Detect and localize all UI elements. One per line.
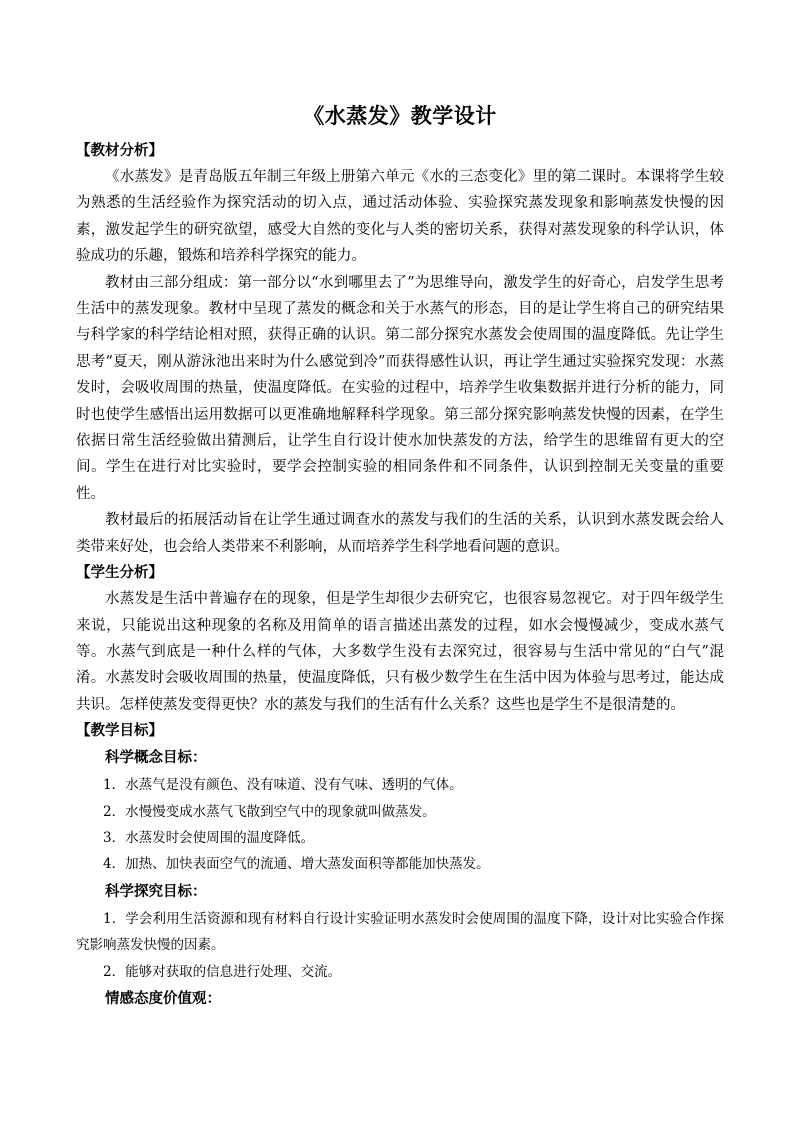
students-paragraph-1: 水蒸发是生活中普遍存在的现象，但是学生却很少去研究它，也很容易忽视它。对于四年级学生来说，只能说出这种现象的名称及用简单的语言描述出蒸发的过程，如水会慢慢减少，变成水蒸气等。水蒸气到底是一种什么样的气体，大多数学生没有去深究过，很容易与生活中常见的“白气”混淆。水蒸发时会吸收周围的热量，使温度降低，只有极少数学生在生活中因为体验与思考过，能达成共识。怎样使蒸发变得更快？水的蒸发与我们的生活有什么关系？这些也是学生不是很清楚的。 (76, 591, 724, 713)
material-paragraph-1: 《水蒸发》是青岛版五年制三年级上册第六单元《水的三态变化》里的第二课时。本课将学生较为熟悉的生活经验作为探究活动的切入点，通过活动体验、实验探究蒸发现象和影响蒸发快慢的因素，激发起学生的研究欲望，感受大自然的变化与人类的密切关系，获得对蒸发现象的科学认识，体验成功的乐趣，锻炼和培养科学探究的能力。 (76, 169, 724, 265)
concept-goal-item: 4．加热、加快表面空气的流通、增大蒸发面积等都能加快蒸发。 (103, 856, 490, 873)
document-title: 《水蒸发》教学设计 (303, 103, 497, 128)
concept-goals-list (76, 772, 724, 878)
inquiry-goals-list (76, 906, 724, 985)
concept-goals-heading: 科学概念目标： (105, 749, 207, 767)
section-student-analysis (76, 560, 724, 718)
concept-goal-item: 2．水慢慢变成水蒸气飞散到空气中的现象就叫做蒸发。 (103, 803, 436, 820)
section-heading-material: 【教材分析】 (76, 142, 163, 159)
inquiry-goal-item: 1．学会利用生活资源和现有材料自行设计实验证明水蒸发时会使周围的温度下降，设计对比实验合作探究影响蒸发快慢的因素。 (76, 910, 724, 954)
attitude-goals-heading: 情感态度价值观： (105, 989, 221, 1007)
material-paragraph-3: 教材最后的拓展活动旨在让学生通过调查水的蒸发与我们的生活的关系，认识到水蒸发既会给人类带来好处，也会给人类带来不利影响，从而培养学生科学地看问题的意识。 (76, 512, 724, 555)
concept-goal-item: 3．水蒸发时会使周围的温度降低。 (103, 829, 315, 846)
section-heading-goals: 【教学目标】 (76, 722, 163, 740)
section-material-analysis (76, 138, 724, 560)
section-teaching-goals (76, 718, 724, 1013)
inquiry-goals-heading: 科学探究目标： (105, 882, 207, 900)
section-heading-students: 【学生分析】 (76, 564, 163, 582)
concept-goal-item: 1．水蒸气是没有颜色、没有味道、没有气味、透明的气体。 (103, 777, 463, 794)
material-paragraph-2: 教材由三部分组成：第一部分以“水到哪里去了”为思维导向，激发学生的好奇心，启发学生思考生活中的蒸发现象。教材中呈现了蒸发的概念和关于水蒸气的形态，目的是让学生将自己的研究结果与科学家的科学结论相对照，获得正确的认识。第二部分探究水蒸发会使周围的温度降低。先让学生思考“夏天，刚从游泳池出来时为什么感觉到冷”而获得感性认识，再让学生通过实验探究发现：水蒸发时，会吸收周围的热量，使温度降低。在实验的过程中，培养学生收集数据并进行分析的能力，同时也使学生感悟出运用数据可以更准确地解释科学现象。第三部分探究影响蒸发快慢的因素，在学生依据日常生活经验做出猜测后，让学生自行设计使水加快蒸发的方法，给学生的思维留有更大的空间。学生在进行对比实验时，要学会控制实验的相同条件和不同条件，认识到控制无关变量的重要性。 (76, 274, 724, 502)
inquiry-goal-item: 2．能够对获取的信息进行处理、交流。 (103, 963, 342, 980)
document-page (76, 100, 724, 1013)
